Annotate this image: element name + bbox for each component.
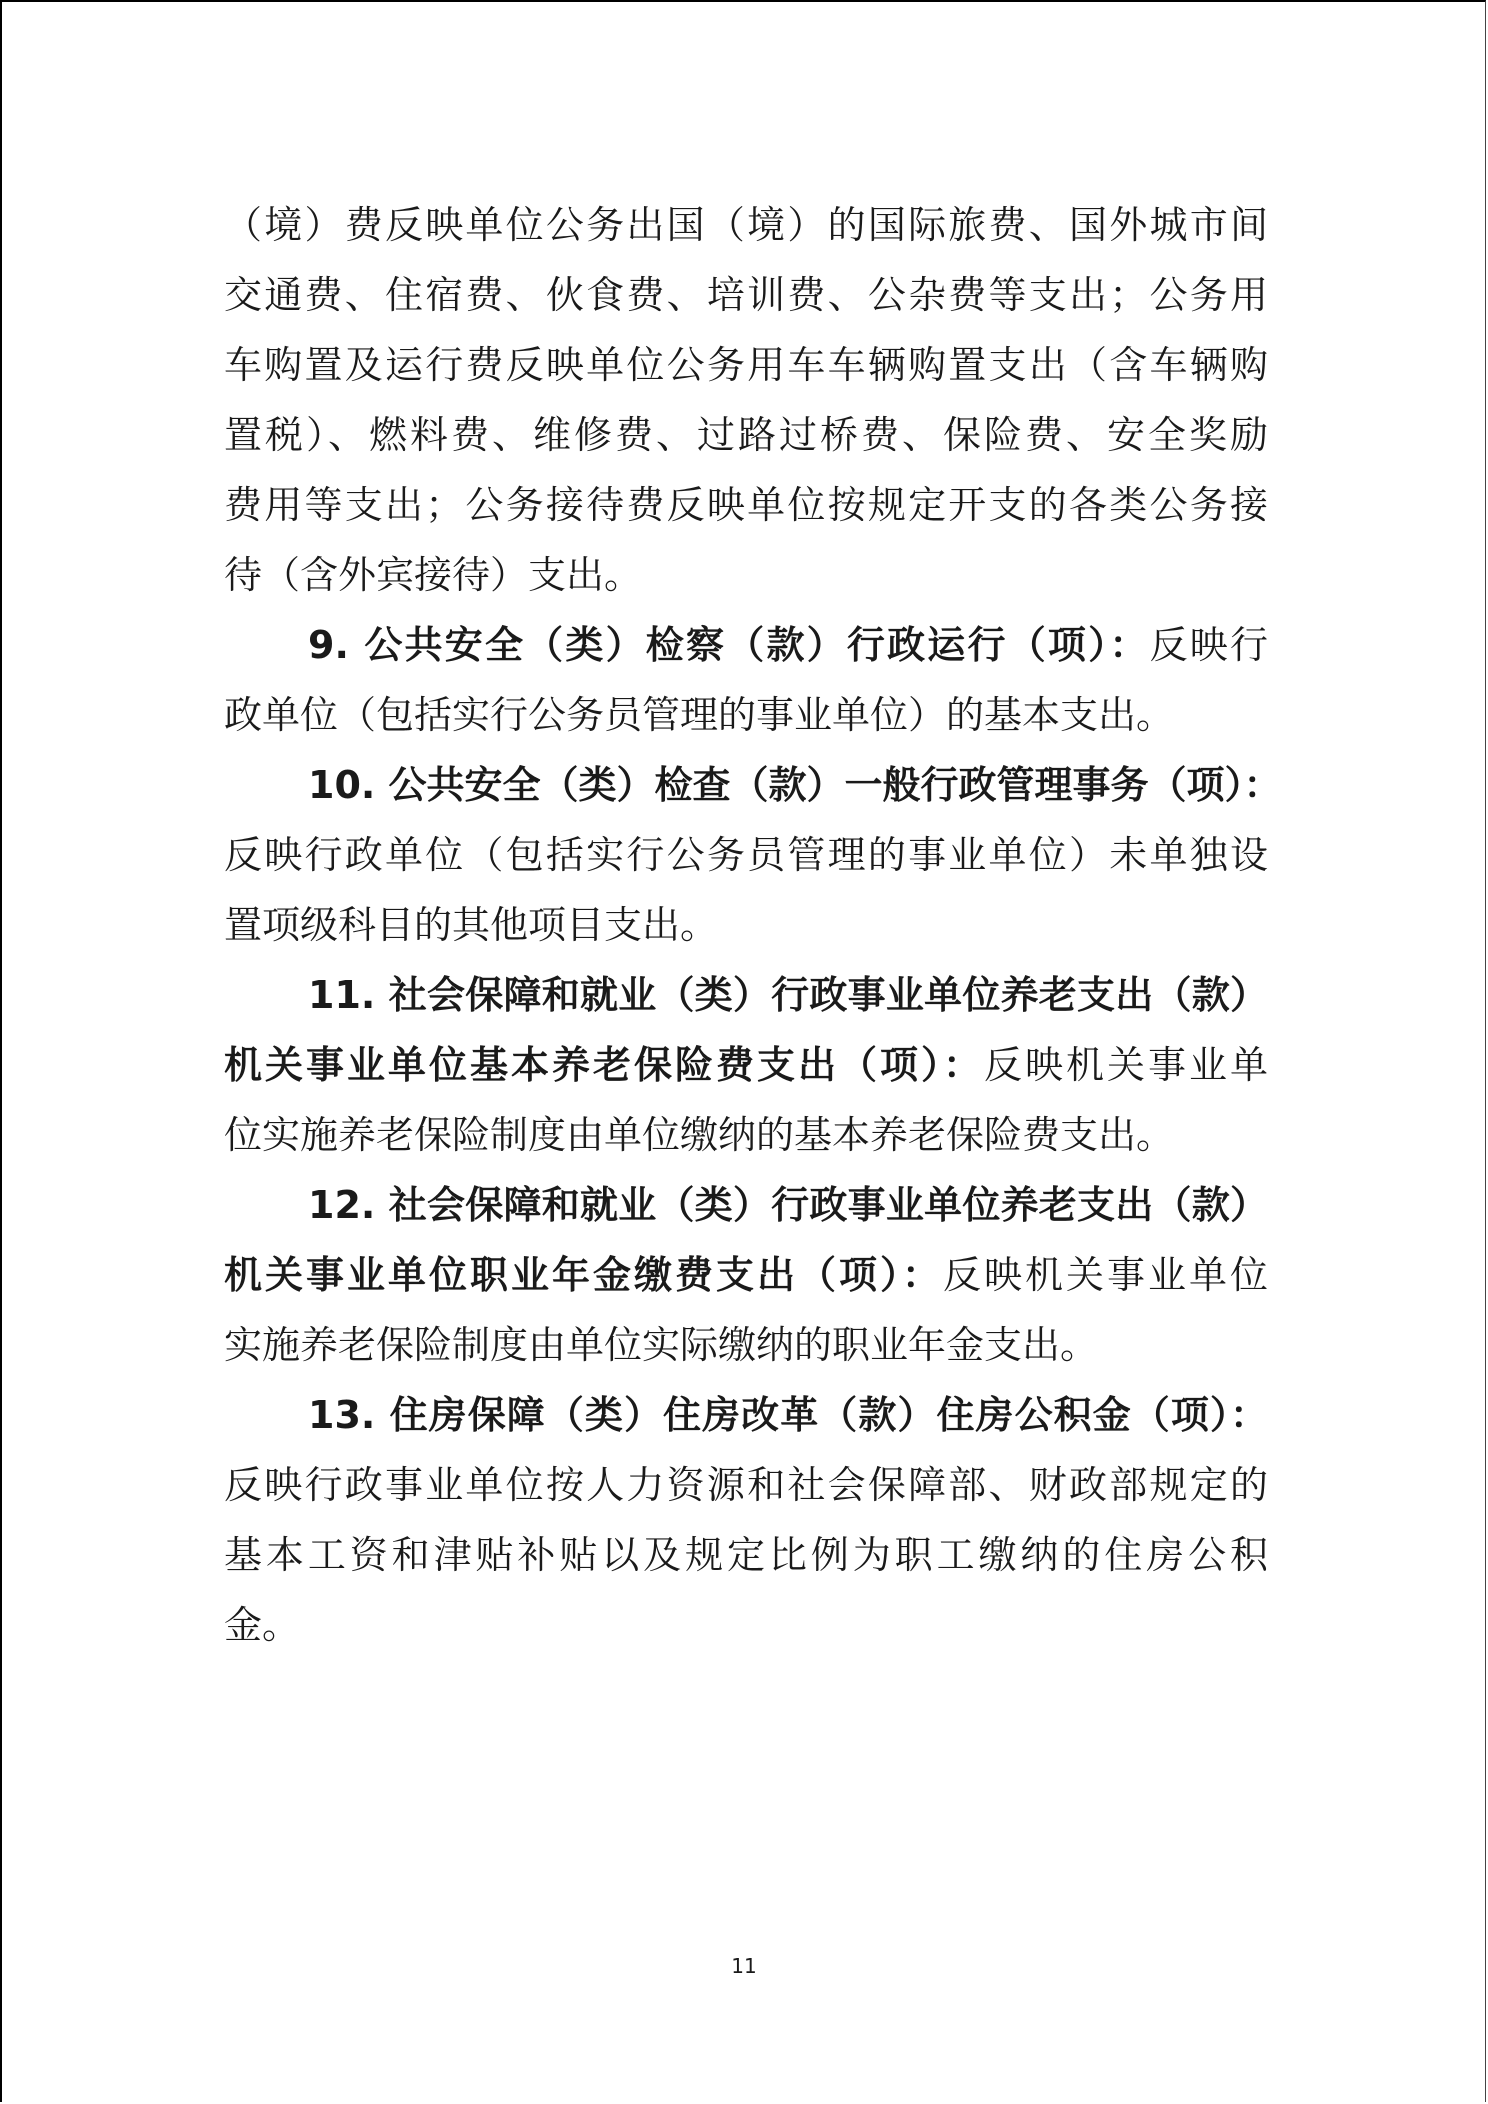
text-line: 置税）、燃料费、维修费、过路过桥费、保险费、安全奖励 [224, 413, 1268, 457]
item-12-first-line [224, 1170, 1268, 1240]
paragraph-item-9 [224, 610, 1268, 750]
text-line: 置项级科目的其他项目支出。 [224, 903, 719, 947]
item-11-heading-part2: 机关事业单位基本养老保险费支出（项）： [224, 1043, 984, 1087]
item-11-second-line [224, 1030, 1268, 1100]
paragraph-item-12 [224, 1170, 1268, 1380]
item-12-text: 反映机关事业单位 [942, 1253, 1268, 1297]
text-line: 交通费、住宿费、伙食费、培训费、公杂费等支出；公务用 [224, 273, 1268, 317]
text-line: 金。 [224, 1603, 301, 1647]
text-line: 费用等支出；公务接待费反映单位按规定开支的各类公务接 [224, 483, 1268, 527]
text-line: 位实施养老保险制度由单位缴纳的基本养老保险费支出。 [224, 1113, 1175, 1157]
item-12-heading-part1: 12. 社会保障和就业（类）行政事业单位养老支出（款） [308, 1183, 1268, 1227]
paragraph-item-13 [224, 1380, 1268, 1660]
item-13-first-line [224, 1380, 1268, 1450]
item-10-heading: 10. 公共安全（类）检查（款）一般行政管理事务（项）： [308, 763, 1282, 807]
item-12-heading-part2: 机关事业单位职业年金缴费支出（项）： [224, 1253, 943, 1297]
text-line: 车购置及运行费反映单位公务用车车辆购置支出（含车辆购 [224, 343, 1268, 387]
paragraph-item-10 [224, 750, 1282, 960]
text-line: 待（含外宾接待）支出。 [224, 553, 643, 597]
document-body [224, 190, 1282, 1660]
item-12-second-line [224, 1240, 1268, 1310]
item-11-heading-part1: 11. 社会保障和就业（类）行政事业单位养老支出（款） [308, 973, 1268, 1017]
text-line: 反映行政单位（包括实行公务员管理的事业单位）未单独设 [224, 833, 1268, 877]
text-line: 政单位（包括实行公务员管理的事业单位）的基本支出。 [224, 693, 1175, 737]
text-line: 基本工资和津贴补贴以及规定比例为职工缴纳的住房公积 [224, 1533, 1268, 1577]
item-13-heading: 13. 住房保障（类）住房改革（款）住房公积金（项）： [308, 1393, 1268, 1437]
paragraph-intro [224, 190, 1268, 610]
item-11-first-line [224, 960, 1268, 1030]
item-9-first-line [224, 610, 1268, 680]
text-line: 实施养老保险制度由单位实际缴纳的职业年金支出。 [224, 1323, 1099, 1367]
text-line: 反映行政事业单位按人力资源和社会保障部、财政部规定的 [224, 1463, 1268, 1507]
paragraph-item-11 [224, 960, 1268, 1170]
item-9-text: 反映行 [1149, 623, 1268, 667]
page-number: 11 [731, 1954, 757, 1978]
item-10-first-line [224, 750, 1282, 820]
item-11-text: 反映机关事业单 [983, 1043, 1268, 1087]
text-line: （境）费反映单位公务出国（境）的国际旅费、国外城市间 [224, 203, 1268, 247]
item-9-heading: 9. 公共安全（类）检察（款）行政运行（项）： [308, 623, 1150, 667]
